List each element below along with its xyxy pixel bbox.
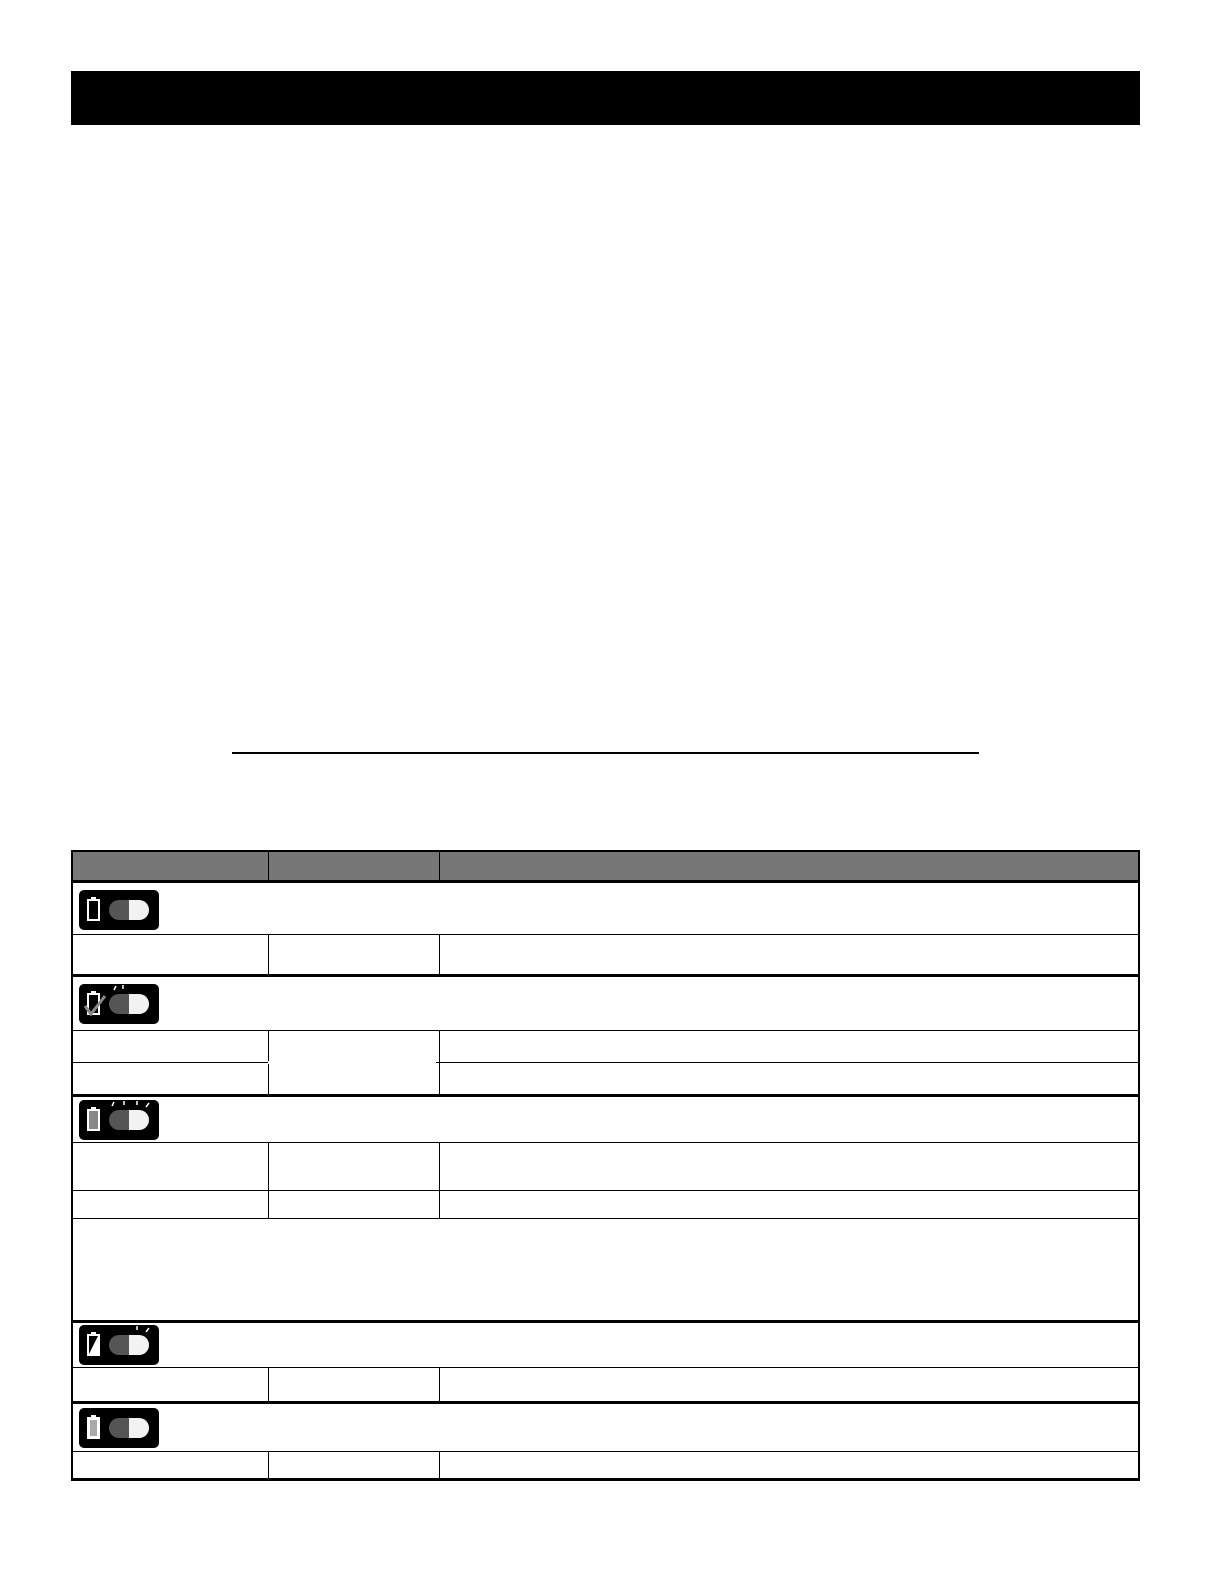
column-divider — [439, 1143, 440, 1190]
column-divider — [439, 1063, 440, 1094]
merged-cell — [268, 1061, 436, 1064]
battery-check-led-blinking-icon — [79, 984, 159, 1024]
column-divider — [439, 935, 440, 974]
column-divider — [439, 1368, 440, 1401]
indicator-group-row — [71, 1094, 1140, 1142]
column-divider — [268, 1191, 269, 1218]
column-divider — [268, 1063, 269, 1094]
indicator-table — [71, 850, 1140, 1480]
battery-low-led-flashing-icon — [79, 1325, 159, 1365]
column-divider — [268, 1452, 269, 1479]
table-header-row — [71, 850, 1140, 882]
table-row — [71, 1030, 1140, 1062]
battery-empty-led-off-icon — [79, 890, 159, 930]
table-row — [71, 1367, 1140, 1401]
table-row — [71, 1451, 1140, 1479]
table-row — [71, 1062, 1140, 1094]
column-divider — [268, 1143, 269, 1190]
column-divider — [268, 1031, 269, 1062]
column-divider — [439, 1452, 440, 1479]
note-row — [71, 1218, 1140, 1320]
column-divider — [268, 1368, 269, 1401]
indicator-group-row — [71, 974, 1140, 1030]
column-divider — [439, 1031, 440, 1062]
table-row — [71, 1190, 1140, 1218]
column-divider — [439, 1191, 440, 1218]
column-divider — [439, 852, 440, 880]
table-bottom-border — [71, 1478, 1140, 1481]
indicator-group-row — [71, 1320, 1140, 1367]
indicator-group-row — [71, 880, 1140, 934]
heading-underline — [232, 752, 979, 754]
column-divider — [268, 935, 269, 974]
battery-charging-led-flashing-icon — [79, 1100, 159, 1140]
column-divider — [268, 852, 269, 880]
table-row — [71, 1142, 1140, 1190]
indicator-group-row — [71, 1401, 1140, 1451]
battery-full-led-off-icon — [79, 1408, 159, 1448]
table-row — [71, 934, 1140, 974]
section-header-bar — [71, 71, 1140, 125]
